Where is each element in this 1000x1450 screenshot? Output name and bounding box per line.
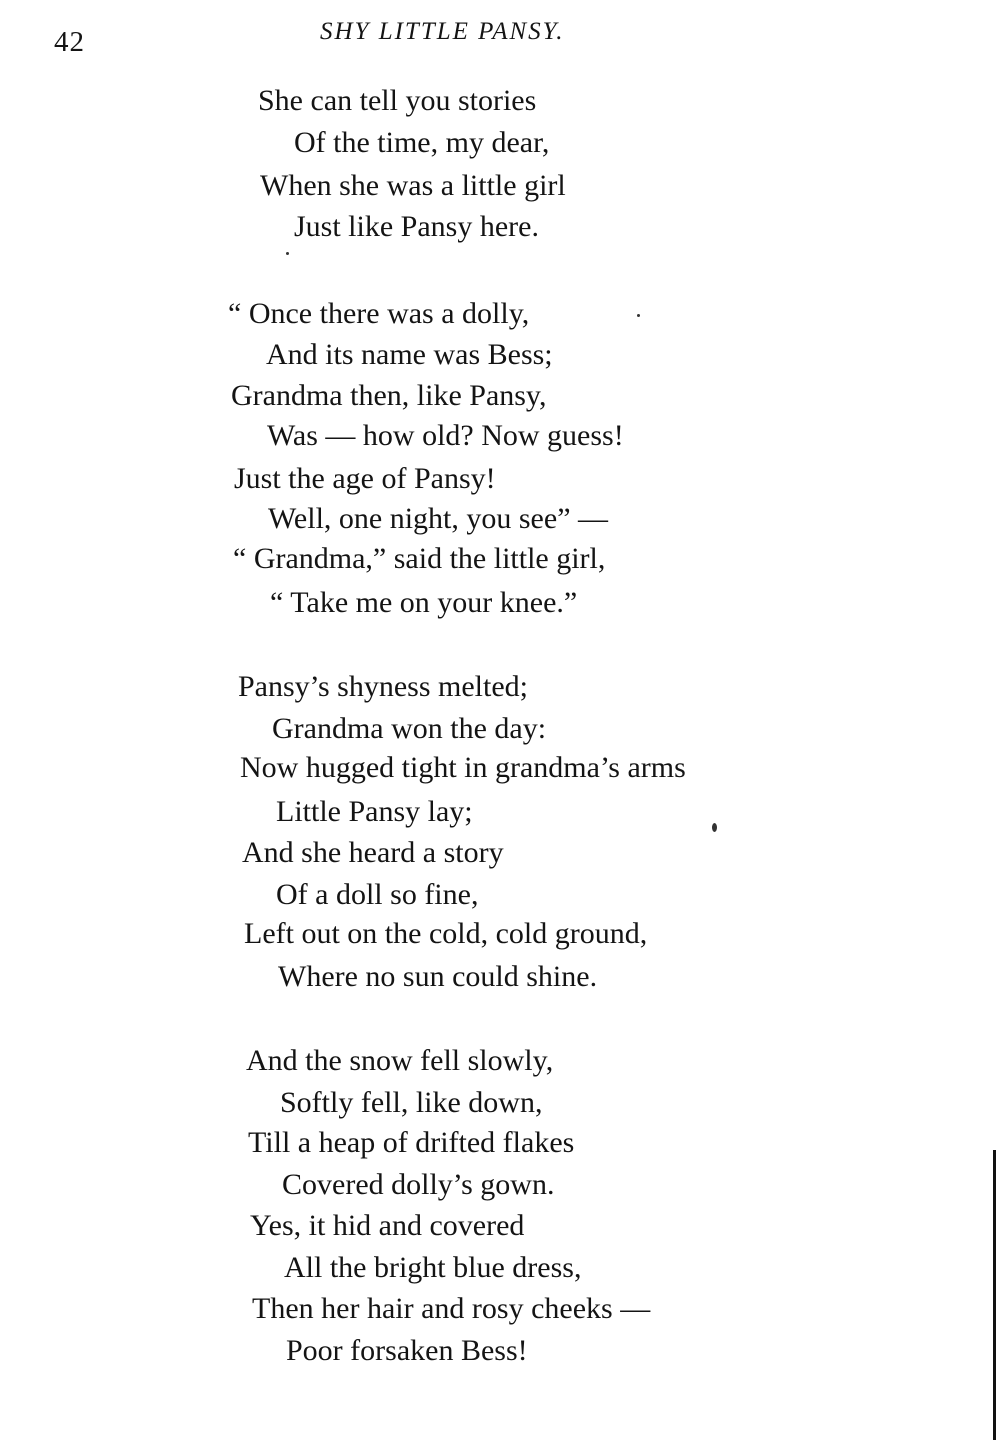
poem-line: Well, one night, you see” — [268,502,609,535]
poem-line: Of a doll so fine, [276,878,479,911]
poem-line: Little Pansy lay; [276,795,473,828]
poem-line: Poor forsaken Bess! [286,1334,528,1367]
poem-line: And the snow fell slowly, [246,1044,554,1077]
poem-line: Grandma won the day: [272,712,547,745]
poem-line: And she heard a story [242,836,504,869]
poem-line: Then her hair and rosy cheeks — [252,1292,651,1325]
poem-line: Just like Pansy here. [294,210,539,243]
ink-speck [712,823,717,832]
poem-line: “ Take me on your knee.” [270,586,578,619]
page-edge-rule [993,1150,996,1440]
poem-line: Yes, it hid and covered [250,1209,525,1242]
poem-line: Pansy’s shyness melted; [238,670,528,703]
poem-line: And its name was Bess; [266,338,553,371]
ink-speck [286,252,289,255]
poem-line: All the bright blue dress, [284,1251,582,1284]
poem-line: Just the age of Pansy! [234,462,496,495]
poem-line: Left out on the cold, cold ground, [244,917,648,950]
poem-line: Softly fell, like down, [280,1086,543,1119]
poem-line: Was — how old? Now guess! [267,419,624,452]
poem-line: Now hugged tight in grandma’s arms [240,751,686,784]
running-title: SHY LITTLE PANSY. [320,18,565,45]
poem-line: She can tell you stories [258,84,537,117]
poem-line: Grandma then, like Pansy, [231,379,547,412]
poem-line: Covered dolly’s gown. [282,1168,555,1201]
page-number: 42 [54,26,85,58]
poem-line: Till a heap of drifted flakes [248,1126,575,1159]
poem-line: Where no sun could shine. [278,960,598,993]
poem-line: “ Grandma,” said the little girl, [233,542,606,575]
poem-line: When she was a little girl [260,169,566,202]
ink-speck [637,314,640,317]
poem-line: Of the time, my dear, [294,126,550,159]
poem-line: “ Once there was a dolly, [228,297,530,330]
